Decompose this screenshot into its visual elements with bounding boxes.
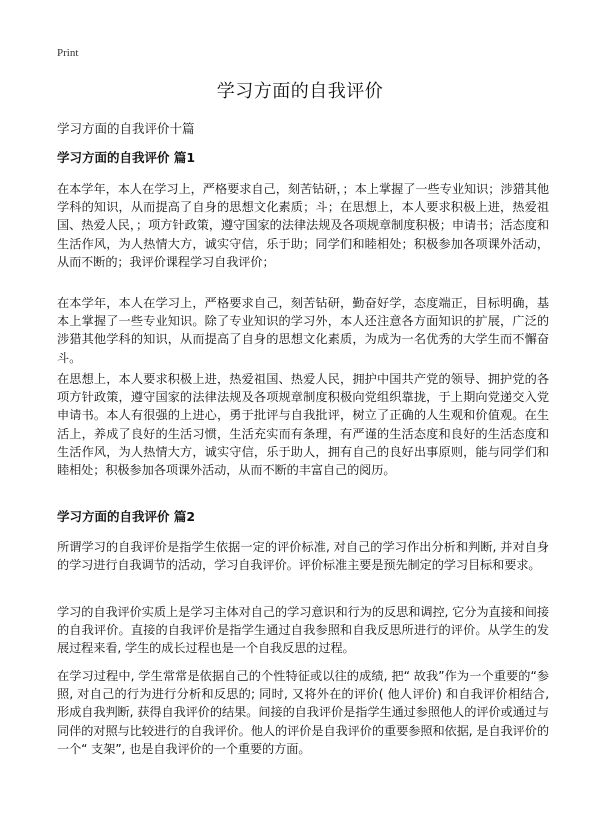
section-heading-1: 学习方面的自我评价 篇1: [57, 150, 196, 165]
paragraph-1-1: 在本学年，本人在学习上，严格要求自己，刻苦钻研，；本上掌握了一些专业知识；涉猎其他学科的知识，从而提高了自身的思想文化素质；斗；在思想上，本人要求积极上进，热爱祖国、热爱人民，；项方针政策，遵守国家的法律法规及各项规章制度积极；申请书；活态度和生活作风，为人热情大方，诚实守信，乐于助；同学们和睦相处；积极参加各项课外活动，从而不断的；我评价课程学习自我评价；: [57, 182, 549, 269]
paragraph-1-2: 在本学年，本人在学习上，严格要求自己，刻苦钻研，勤奋好学，态度端正，目标明确，基本上掌握了一些专业知识。除了专业知识的学习外，本人还注意各方面知识的扩展，广泛的涉猎其他学科的知识，从而提高了自身的思想文化素质，为成为一名优秀的大学生而不懈奋斗。: [57, 296, 549, 365]
paragraph-2-2: 学习的自我评价实质上是学习主体对自己的学习意识和行为的反思和调控, 它分为直接和间接的自我评价。直接的自我评价是指学生通过自我参照和自我反思所进行的评价。从学生的发展过程来看, 学生的成长过程也是一个自我反思的过程。: [57, 605, 549, 656]
paragraph-2-3: 在学习过程中, 学生常常是依据自己的个性特征或以往的成绩, 把“ 故我”作为一个重要的“参照, 对自己的行为进行分析和反思的; 同时, 又将外在的评价( 他人评价) 和自我评价相结合, 形成自我判断, 获得自我评价的结果。间接的自我评价是指学生通过参照他人的评价或通过与同伴的对照与比较进行的自我评价。他人的评价是自我评价的重要参照和依据, 是自我评价的一个“ 支架”, 也是自我评价的一个重要的方面。: [57, 669, 549, 756]
section-heading-2: 学习方面的自我评价 篇2: [57, 509, 196, 524]
paragraph-1-3: 在思想上，本人要求积极上进，热爱祖国、热爱人民，拥护中国共产党的领导、拥护党的各项方针政策，遵守国家的法律法规及各项规章制度积极向党组织靠拢，于上期向党递交入党申请书。本人有很强的上进心，勇于批评与自我批评，树立了正确的人生观和价值观。在生活上，养成了良好的生活习惯，生活充实而有条理，有严谨的生活态度和良好的生活态度和生活作风，为人热情大方，诚实守信，乐于助人，拥有自己的良好出事原则，能与同学们和睦相处；积极参加各项课外活动，从而不断的丰富自己的阅历。: [57, 372, 549, 478]
document-title: 学习方面的自我评价: [216, 81, 384, 102]
print-label: Print: [57, 47, 79, 59]
paragraph-2-1: 所谓学习的自我评价是指学生依据一定的评价标准, 对自己的学习作出分析和判断, 并对自身的学习进行自我调节的活动，学习自我评价。评价标准主要是预先制定的学习目标和要求。: [57, 540, 549, 573]
document-subtitle: 学习方面的自我评价十篇: [57, 121, 195, 136]
